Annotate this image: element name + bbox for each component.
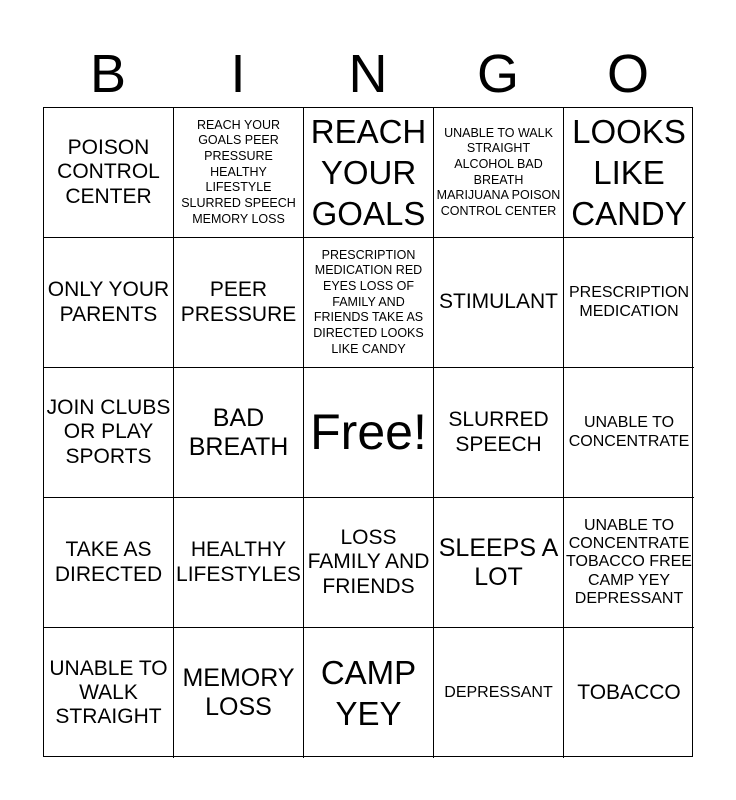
header-letter-b: B bbox=[89, 44, 127, 104]
bingo-header bbox=[43, 42, 693, 106]
bingo-cell: LOOKS LIKE CANDY bbox=[564, 108, 694, 238]
bingo-grid bbox=[43, 107, 693, 757]
bingo-cell: PRESCRIPTION MEDICATION RED EYES LOSS OF FAMILY AND FRIENDS TAKE AS DIRECTED LOOKS LIKE CANDY bbox=[304, 238, 434, 368]
free-space-cell: Free! bbox=[304, 368, 434, 498]
bingo-cell: SLEEPS A LOT bbox=[434, 498, 564, 628]
bingo-cell: BAD BREATH bbox=[174, 368, 304, 498]
bingo-cell: ONLY YOUR PARENTS bbox=[44, 238, 174, 368]
bingo-cell: TAKE AS DIRECTED bbox=[44, 498, 174, 628]
header-letter-o: O bbox=[606, 44, 649, 104]
bingo-cell: UNABLE TO WALK STRAIGHT ALCOHOL BAD BREATH MARIJUANA POISON CONTROL CENTER bbox=[434, 108, 564, 238]
bingo-cell: SLURRED SPEECH bbox=[434, 368, 564, 498]
bingo-cell: PRESCRIPTION MEDICATION bbox=[564, 238, 694, 368]
bingo-cell: LOSS FAMILY AND FRIENDS bbox=[304, 498, 434, 628]
bingo-cell: TOBACCO bbox=[577, 680, 681, 704]
bingo-cell: UNABLE TO CONCENTRATE TOBACCO FREE CAMP YEY DEPRESSANT bbox=[564, 498, 694, 628]
bingo-cell: JOIN CLUBS OR PLAY SPORTS bbox=[44, 368, 174, 498]
bingo-cell: HEALTHY LIFESTYLES bbox=[174, 498, 304, 628]
bingo-cell: MEMORY LOSS bbox=[174, 628, 304, 758]
bingo-cell: CAMP YEY bbox=[304, 628, 434, 758]
bingo-cell: UNABLE TO WALK STRAIGHT bbox=[44, 628, 174, 758]
bingo-cell: STIMULANT bbox=[434, 238, 564, 368]
bingo-cell: UNABLE TO CONCENTRATE bbox=[564, 368, 694, 498]
bingo-cell: POISON CONTROL CENTER bbox=[44, 108, 174, 238]
bingo-cell: DEPRESSANT bbox=[434, 628, 564, 758]
header-letter-g: G bbox=[476, 44, 519, 104]
header-letter-n: N bbox=[348, 44, 388, 104]
bingo-cell: REACH YOUR GOALS PEER PRESSURE HEALTHY LIFESTYLE SLURRED SPEECH MEMORY LOSS bbox=[174, 108, 304, 238]
bingo-cell: PEER PRESSURE bbox=[174, 238, 304, 368]
bingo-cell: REACH YOUR GOALS bbox=[304, 108, 434, 238]
header-letter-i: I bbox=[230, 44, 246, 104]
